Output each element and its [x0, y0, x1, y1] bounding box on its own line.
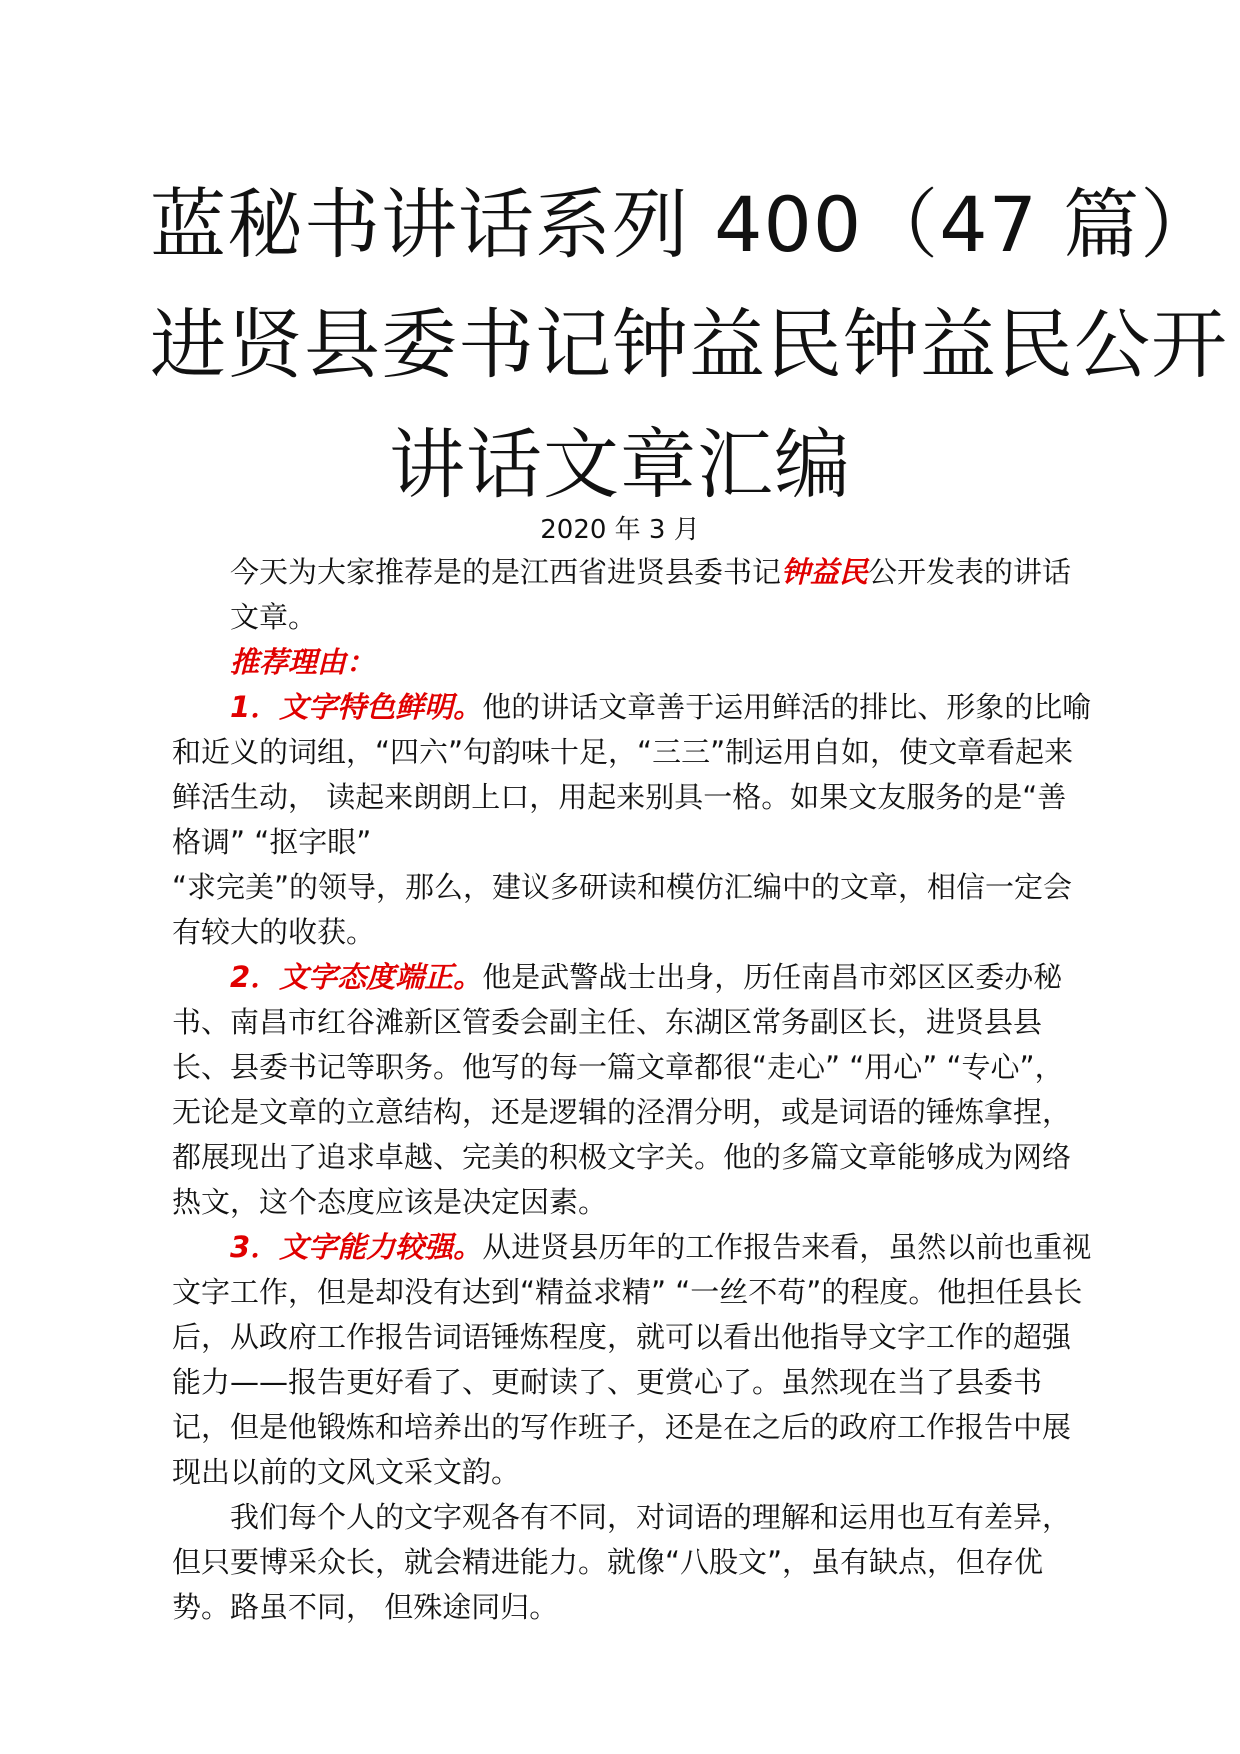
intro-paragraph	[172, 550, 1092, 640]
reason-label-paragraph	[172, 640, 1092, 685]
reason-1-paragraph	[172, 685, 1092, 865]
closing-paragraph: 我们每个人的文字观各有不同，对词语的理解和运用也互有差异，但只要博采众长，就会精进能力。就像“八股文”，虽有缺点，但存优势。路虽不同， 但殊途同归。	[172, 1500, 1072, 1624]
title-line-3: 讲话文章汇编	[389, 420, 851, 509]
intro-after: 公开发表的讲话文章。	[230, 555, 1072, 634]
reason-1-heading: 1．文字特色鲜明。	[230, 690, 483, 724]
title-line-1: 蓝秘书讲话系列 400（47 篇）	[150, 180, 1218, 269]
reason-2-heading: 2．文字态度端正。	[230, 960, 483, 994]
reason-3-paragraph	[172, 1225, 1092, 1495]
reason-2-text: 他是武警战士出身，历任南昌市郊区区委办秘书、南昌市红谷滩新区管委会副主任、东湖区常务副区长，进贤县县长、县委书记等职务。他写的每一篇文章都很“走心” “用心” “专心”，无论是文章的立意结构，还是逻辑的泾渭分明，或是词语的锤炼拿捏，都展现出了追求卓越、完美的积极文字关。他的多篇文章能够成为网络热文，这个态度应该是决定因素。	[172, 960, 1072, 1219]
reason-3-text: 从进贤县历年的工作报告来看，虽然以前也重视文字工作，但是却没有达到“精益求精” “一丝不苟”的程度。他担任县长后，从政府工作报告词语锤炼程度，就可以看出他指导文字工作的超强能力——报告更好看了、更耐读了、更赏心了。虽然现在当了县委书记，但是他锻炼和培养出的写作班子，还是在之后的政府工作报告中展现出以前的文风文采文韵。	[172, 1230, 1092, 1489]
reason-1-continuation: “求完美”的领导，那么，建议多研读和模仿汇编中的文章，相信一定会有较大的收获。	[172, 870, 1073, 949]
reason-label: 推荐理由：	[230, 645, 376, 679]
document-body	[172, 550, 1092, 1630]
reason-2-paragraph	[172, 955, 1092, 1225]
intro-before: 今天为大家推荐是的是江西省进贤县委书记	[230, 555, 782, 589]
title-line-2: 进贤县委书记钟益民钟益民公开	[150, 300, 1228, 389]
document-date: 2020 年 3 月	[540, 515, 700, 545]
reason-3-heading: 3．文字能力较强。	[230, 1230, 483, 1264]
reason-1-text: 他的讲话文章善于运用鲜活的排比、形象的比喻和近义的词组，“四六”句韵味十足，“三三”制运用自如，使文章看起来鲜活生动， 读起来朗朗上口，用起来别具一格。如果文友服务的是“善格调” “抠字眼”	[172, 690, 1092, 859]
intro-name: 钟益民	[781, 555, 869, 589]
